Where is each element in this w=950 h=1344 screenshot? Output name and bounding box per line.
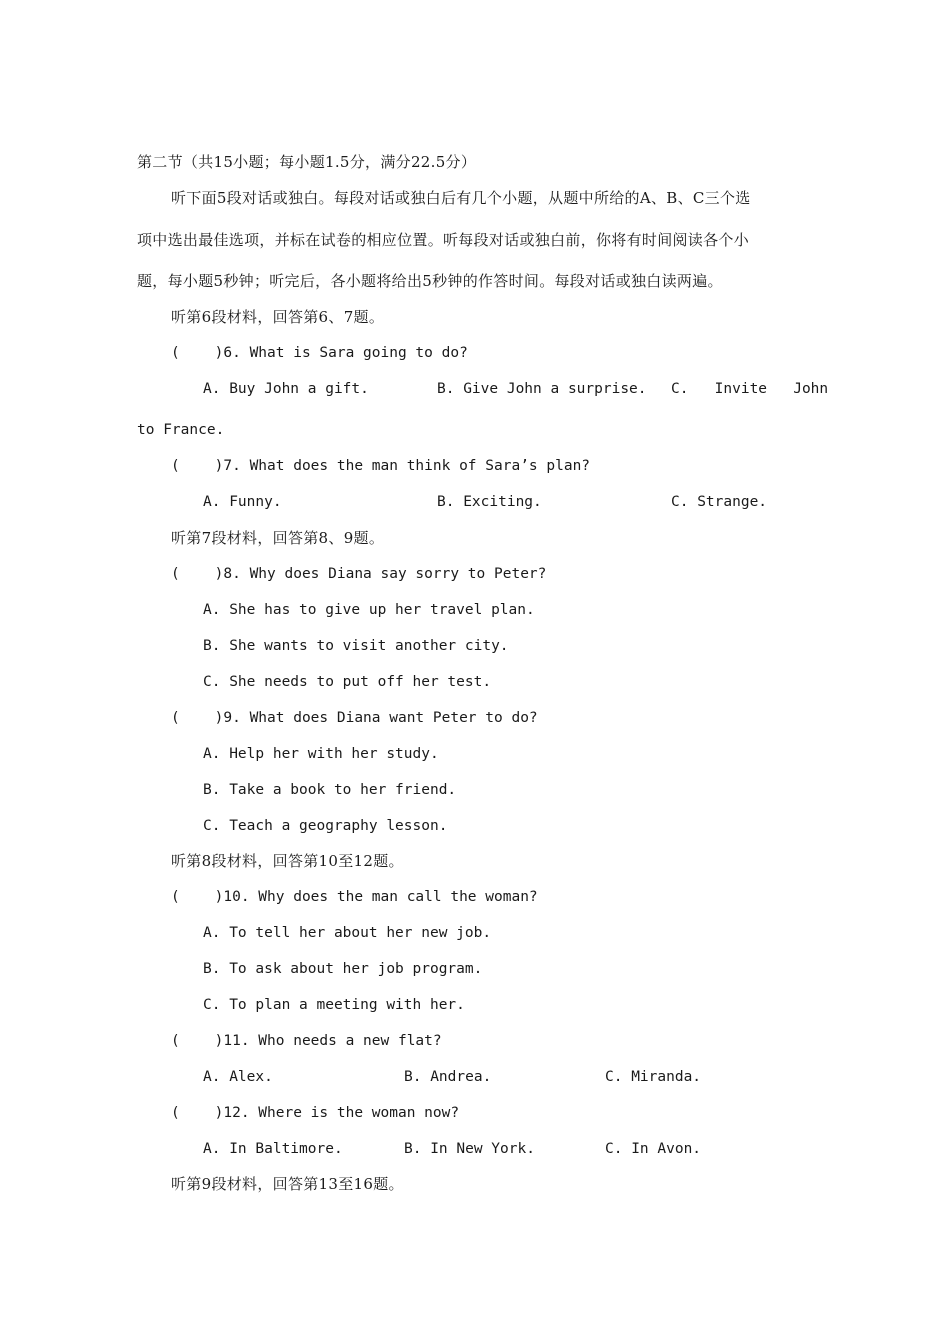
question-8-option-a: A. She has to give up her travel plan. (203, 602, 535, 618)
question-12-option-c: C. In Avon. (605, 1141, 702, 1157)
question-8-option-c: C. She needs to put off her test. (203, 674, 492, 690)
question-11-stem: ( )11. Who needs a new flat? (171, 1033, 442, 1049)
group-heading-9: 听第9段材料，回答第13至16题。 (171, 1175, 404, 1193)
instructions-line-2: 项中选出最佳选项，并标在试卷的相应位置。听每段对话或独白前，你将有时间阅读各个小 (137, 231, 750, 249)
question-12-option-b: B. In New York. (404, 1141, 535, 1157)
group-heading-8: 听第8段材料，回答第10至12题。 (171, 852, 404, 870)
question-9-option-c: C. Teach a geography lesson. (203, 818, 448, 834)
group-heading-6: 听第6段材料，回答第6、7题。 (171, 308, 385, 326)
instructions-line-1: 听下面5段对话或独白。每段对话或独白后有几个小题，从题中所给的A、B、C三个选 (171, 189, 751, 207)
question-11-option-b: B. Andrea. (404, 1069, 492, 1085)
question-6-stem: ( )6. What is Sara going to do? (171, 345, 468, 361)
question-10-stem: ( )10. Why does the man call the woman? (171, 889, 538, 905)
question-6-option-a: A. Buy John a gift. (203, 381, 369, 397)
question-11-option-c: C. Miranda. (605, 1069, 702, 1085)
instructions-line-3: 题，每小题5秒钟；听完后，各小题将给出5秒钟的作答时间。每段对话或独白读两遍。 (137, 272, 723, 290)
question-7-option-a: A. Funny. (203, 494, 282, 510)
question-8-option-b: B. She wants to visit another city. (203, 638, 509, 654)
question-11-option-a: A. Alex. (203, 1069, 273, 1085)
question-7-stem: ( )7. What does the man think of Sara’s plan? (171, 458, 591, 474)
question-6-option-b: B. Give John a surprise. (437, 381, 647, 397)
question-9-stem: ( )9. What does Diana want Peter to do? (171, 710, 538, 726)
question-6-option-c-continued: to France. (137, 422, 225, 438)
question-10-option-a: A. To tell her about her new job. (203, 925, 492, 941)
question-8-stem: ( )8. Why does Diana say sorry to Peter? (171, 566, 547, 582)
question-6-option-c: C. Invite John (671, 381, 829, 397)
question-10-option-b: B. To ask about her job program. (203, 961, 483, 977)
question-12-stem: ( )12. Where is the woman now? (171, 1105, 460, 1121)
question-7-option-c: C. Strange. (671, 494, 768, 510)
question-10-option-c: C. To plan a meeting with her. (203, 997, 465, 1013)
question-9-option-a: A. Help her with her study. (203, 746, 439, 762)
section-header: 第二节（共15小题；每小题1.5分，满分22.5分） (137, 153, 477, 171)
group-heading-7: 听第7段材料，回答第8、9题。 (171, 529, 385, 547)
question-9-option-b: B. Take a book to her friend. (203, 782, 457, 798)
question-12-option-a: A. In Baltimore. (203, 1141, 343, 1157)
question-7-option-b: B. Exciting. (437, 494, 542, 510)
